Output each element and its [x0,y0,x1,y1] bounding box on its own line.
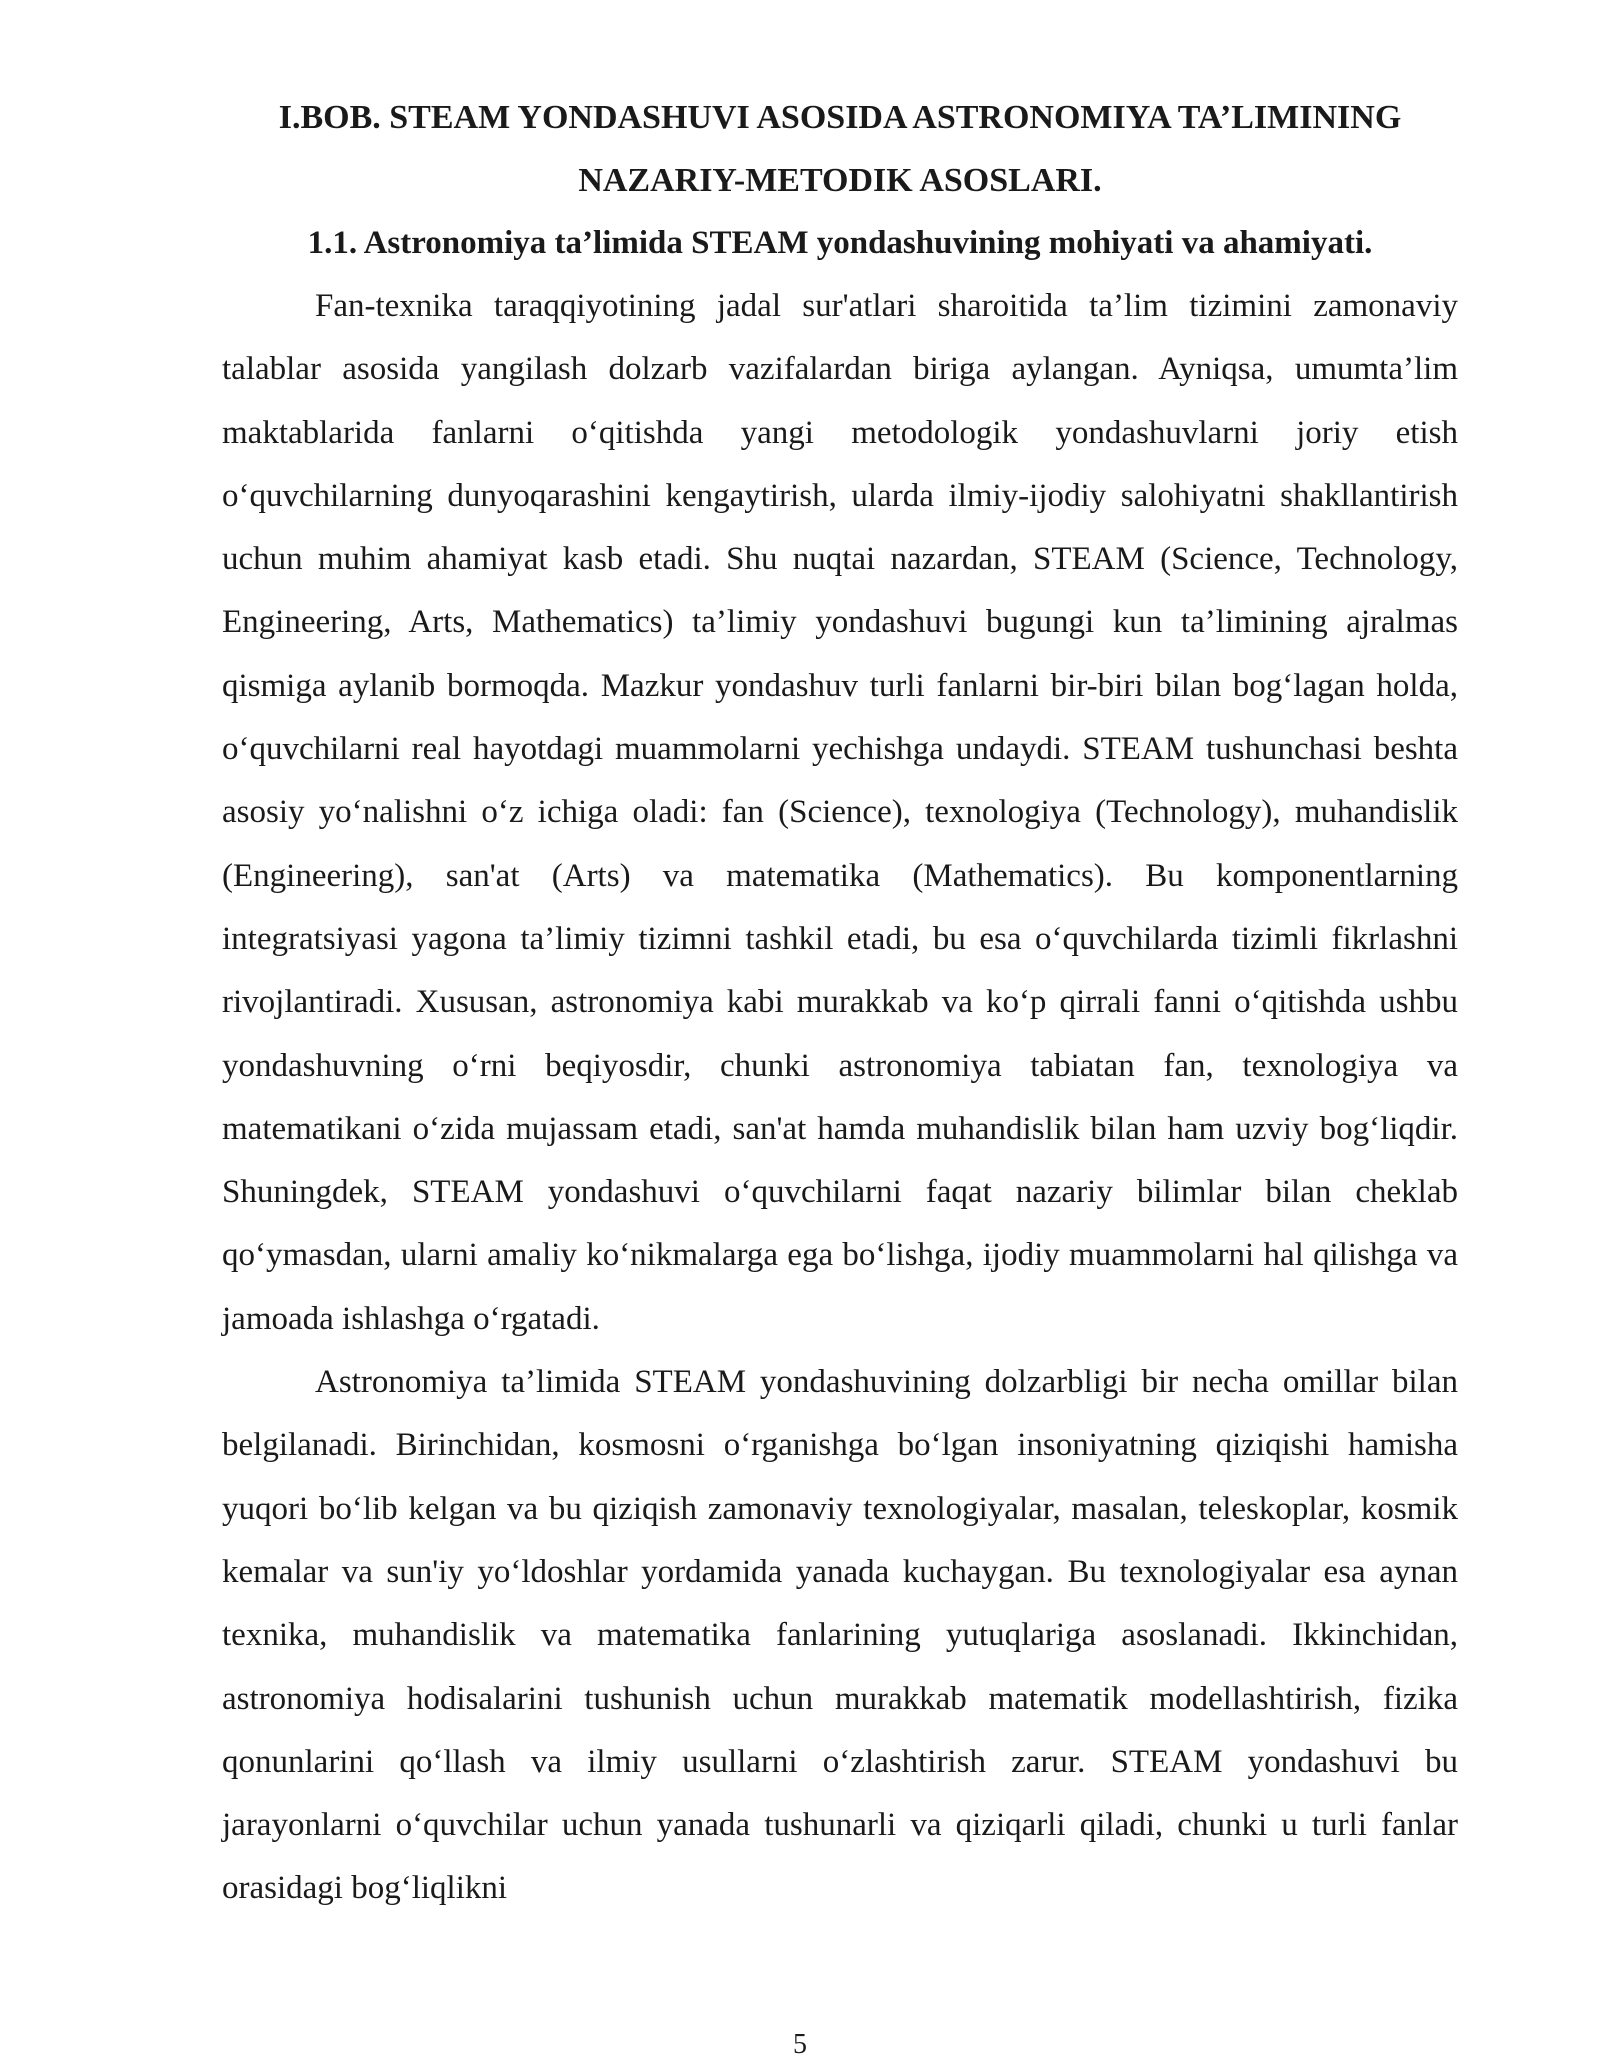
section-title: 1.1. Astronomiya ta’limida STEAM yondashuvining mohiyati va ahamiyati. [307,225,1373,261]
body-paragraph-2: Astronomiya ta’limida STEAM yondashuvining dolzarbligi bir necha omillar bilan belgilanadi. Birinchidan, kosmosni o‘rganishga bo‘lgan insoniyatning qiziqishi hamisha yuqori bo‘lib kelgan va bu qiziqish zamonaviy texnologiyalar, masalan, teleskoplar, kosmik kemalar va sun'iy yo‘ldoshlar yordamida yanada kuchaygan. Bu texnologiyalar esa aynan texnika, muhandislik va matematika fanlarining yutuqlariga asoslanadi. Ikkinchidan, astronomiya hodisalarini tushunish uchun murakkab matematik modellashtirish, fizika qonunlarini qo‘llash va ilmiy usullarni o‘zlashtirish zarur. STEAM yondashuvi bu jarayonlarni o‘quvchilar uchun yanada tushunarli va qiziqarli qiladi, chunki u turli fanlar orasidagi bog‘liqlikni [222,1364,1458,1907]
document-page [222,86,1458,1921]
body-paragraph-1: Fan-texnika taraqqiyotining jadal sur'atlari sharoitida ta’lim tizimini zamonaviy talablar asosida yangilash dolzarb vazifalardan biriga aylangan. Ayniqsa, umumta’lim maktablarida fanlarni o‘qitishda yangi metodologik yondashuvlarni joriy etish o‘quvchilarning dunyoqarashini kengaytirish, ularda ilmiy-ijodiy salohiyatni shakllantirish uchun muhim ahamiyat kasb etadi. Shu nuqtai nazardan, STEAM (Science, Technology, Engineering, Arts, Mathematics) ta’limiy yondashuvi bugungi kun ta’limining ajralmas qismiga aylanib bormoqda. Mazkur yondashuv turli fanlarni bir-biri bilan bog‘lagan holda, o‘quvchilarni real hayotdagi muammolarni yechishga undaydi. STEAM tushunchasi beshta asosiy yo‘nalishni o‘z ichiga oladi: fan (Science), texnologiya (Technology), muhandislik (Engineering), san'at (Arts) va matematika (Mathematics). Bu komponentlarning integratsiyasi yagona ta’limiy tizimni tashkil etadi, bu esa o‘quvchilarda tizimli fikrlashni rivojlantiradi. Xususan, astronomiya kabi murakkab va ko‘p qirrali fanni o‘qitishda ushbu yondashuvning o‘rni beqiyosdir, chunki astronomiya tabiatan fan, texnologiya va matematikani o‘zida mujassam etadi, san'at hamda muhandislik bilan ham uzviy bog‘liqdir. Shuningdek, STEAM yondashuvi o‘quvchilarni faqat nazariy bilimlar bilan cheklab qo‘ymasdan, ularni amaliy ko‘nikmalarga ega bo‘lishga, ijodiy muammolarni hal qilishga va jamoada ishlashga o‘rgatadi. [222,288,1458,1337]
page-number: 5 [793,2029,807,2060]
chapter-title: I.BOB. STEAM YONDASHUVI ASOSIDA ASTRONOMIYA TA’LIMINING NAZARIY-METODIK ASOSLARI. [278,99,1402,199]
